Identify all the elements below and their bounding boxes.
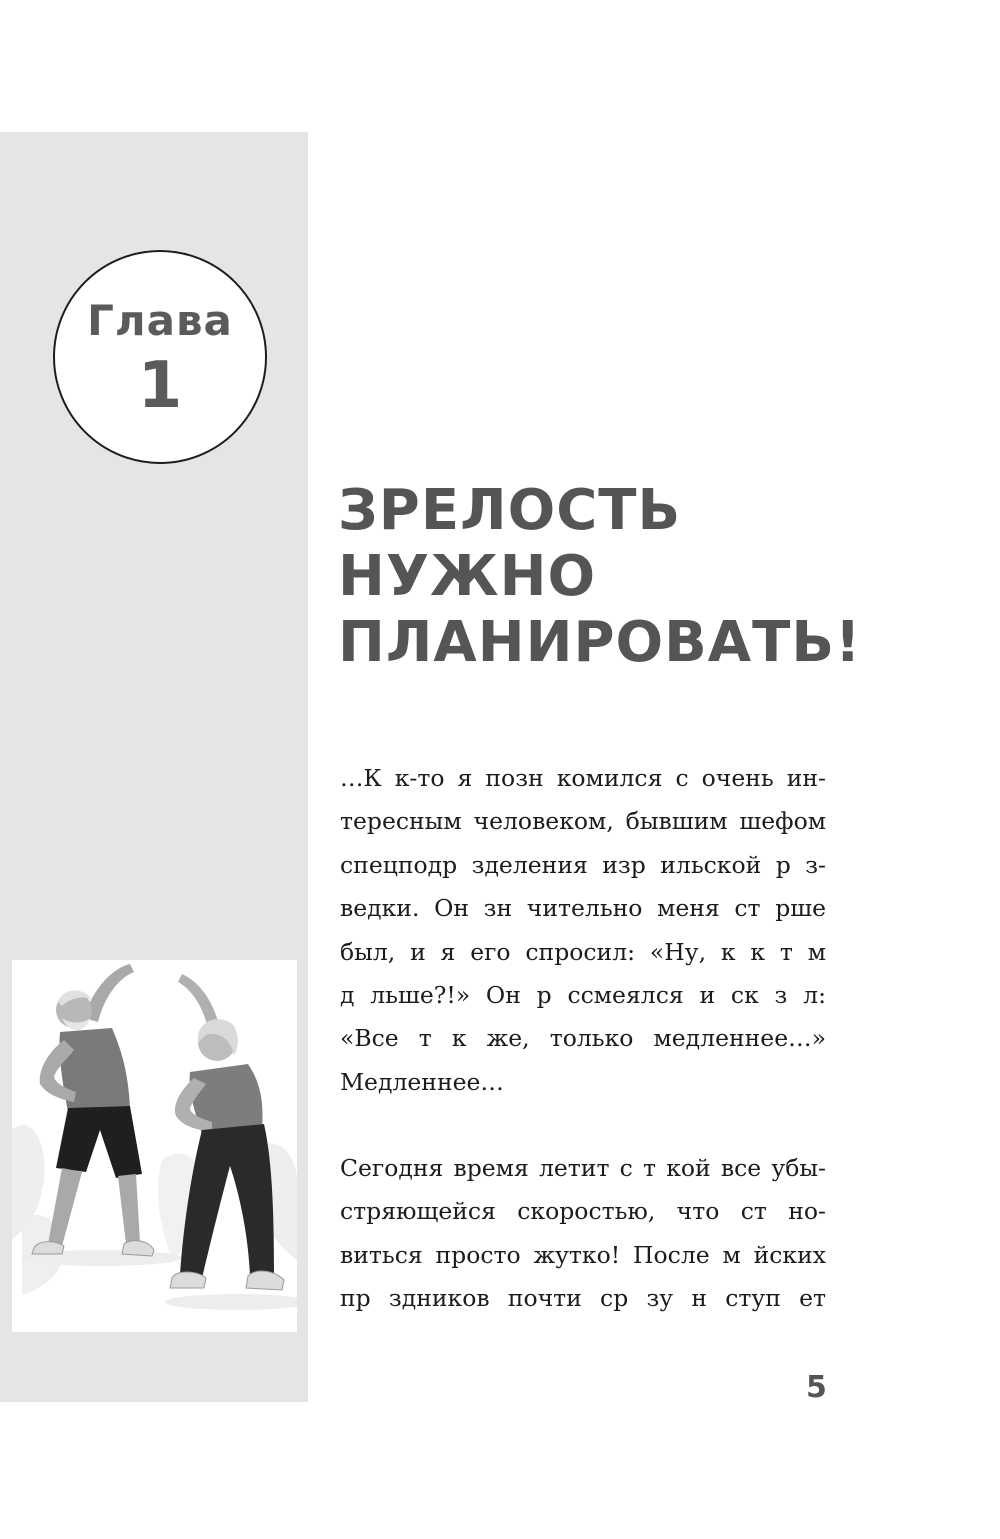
text-line: Медленнее… xyxy=(340,1067,504,1096)
title-line: ЗРЕЛОСТЬ xyxy=(338,478,682,543)
text-line: стряющейся скоростью, что ст но- xyxy=(340,1197,826,1226)
page-number: 5 xyxy=(806,1370,827,1405)
chapter-label: Глава xyxy=(87,296,233,345)
text-line: тересным человеком, бывшим шефом xyxy=(340,807,826,836)
text-line: ведки. Он зн чительно меня ст рше xyxy=(340,894,826,923)
text-line: д льше?!» Он р ссмеялся и ск з л: xyxy=(340,981,826,1010)
text-line: спецподр зделения изр ильской р з- xyxy=(340,850,826,879)
body-paragraph-2 xyxy=(340,1147,826,1321)
text-line: пр здников почти ср зу н ступ ет xyxy=(340,1284,826,1313)
elderly-couple-stretching-illustration xyxy=(12,960,297,1332)
text-line: …К к-то я позн комился с очень ин- xyxy=(340,764,826,792)
title-line: НУЖНО xyxy=(338,544,597,609)
body-paragraph-1 xyxy=(340,757,826,1104)
text-line: Сегодня время летит с т кой все убы- xyxy=(340,1154,826,1182)
title-line: ПЛАНИРОВАТЬ! xyxy=(338,610,862,675)
chapter-number: 1 xyxy=(137,349,183,423)
text-line: «Все т к же, только медленнее…» xyxy=(340,1024,826,1053)
text-line: виться просто жутко! После м йских xyxy=(340,1240,826,1269)
chapter-badge xyxy=(53,250,267,464)
text-line: был, и я его спросил: «Ну, к к т м xyxy=(340,937,826,966)
chapter-title xyxy=(338,478,978,676)
